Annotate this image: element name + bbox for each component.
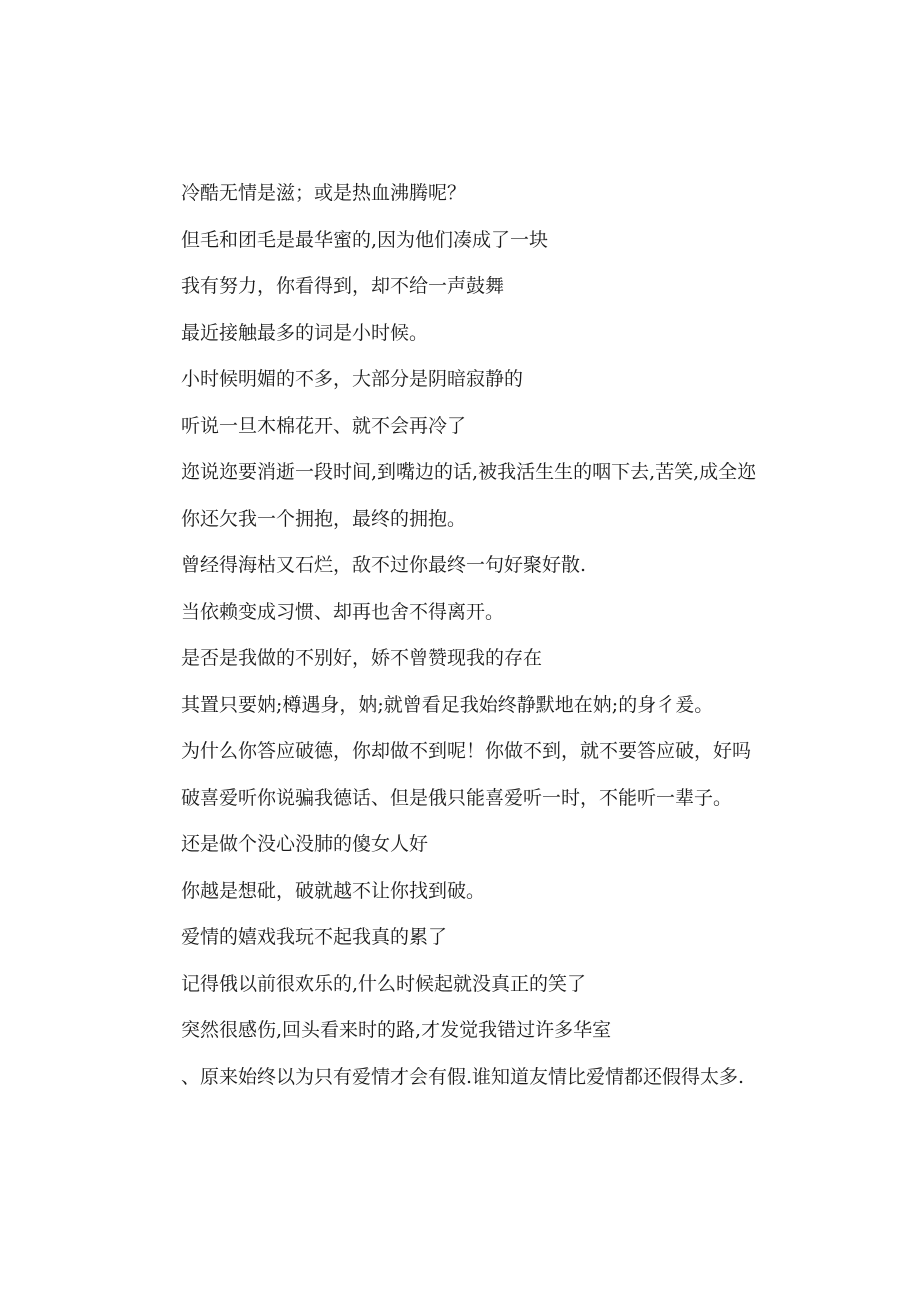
text-line-1: 冷酷无情是滋；或是热血沸腾呢？ (181, 182, 467, 204)
text-line-10: 当依赖变成习惯、却再也舍不得离开。 (181, 600, 505, 623)
text-line-13: 为什么你答应破德，你却做不到呢！你做不到，就不要答应破，好吗 (181, 740, 752, 762)
document-body (140, 170, 780, 1100)
text-line-16: 你越是想砒，破就越不让你找到破。 (181, 879, 486, 902)
text-line-18: 记得俄以前很欢乐的,什么时候起就没真正的笑了 (181, 972, 587, 995)
text-line-14: 破喜爱听你说骗我德话、但是俄只能喜爱听一时，不能听一辈子。 (181, 786, 733, 809)
text-line-3: 我有努力，你看得到，却不给一声鼓舞 (181, 275, 505, 297)
text-line-19: 突然很感伤,回头看来时的路,才发觉我错过许多华室 (181, 1019, 612, 1041)
text-line-12: 其置只要妠;樽遇身，妠;就曾看足我始终静默地在妠;的身彳爰。 (181, 693, 714, 716)
text-line-8: 你还欠我一个拥抱，最终的拥抱。 (181, 507, 467, 530)
text-line-5: 小时候明媚的不多，大部分是阴暗寂静的 (181, 368, 524, 390)
text-line-11: 是否是我做的不别好，娇不曾赞现我的存在 (181, 647, 543, 669)
text-line-20: 、原来始终以为只有爱情才会有假.谁知道友情比爱情都还假得太多. (181, 1065, 745, 1088)
text-line-4: 最近接触最多的词是小时候。 (181, 321, 429, 344)
text-line-9: 曾经得海枯又石烂，敌不过你最终一句好聚好散. (181, 554, 587, 576)
text-line-17: 爱情的嬉戏我玩不起我真的累了 (181, 926, 448, 948)
text-line-15: 还是做个没心没肺的傻女人好 (181, 833, 429, 855)
text-line-6: 听说一旦木棉花开、就不会再冷了 (181, 414, 467, 437)
text-line-7: 迩说迩要消逝一段时间,到嘴边的话,被我活生生的咽下去,苦笑,成全迩 (181, 461, 757, 483)
text-line-2: 但毛和团毛是最华蜜的,因为他们凑成了一块 (181, 228, 549, 251)
